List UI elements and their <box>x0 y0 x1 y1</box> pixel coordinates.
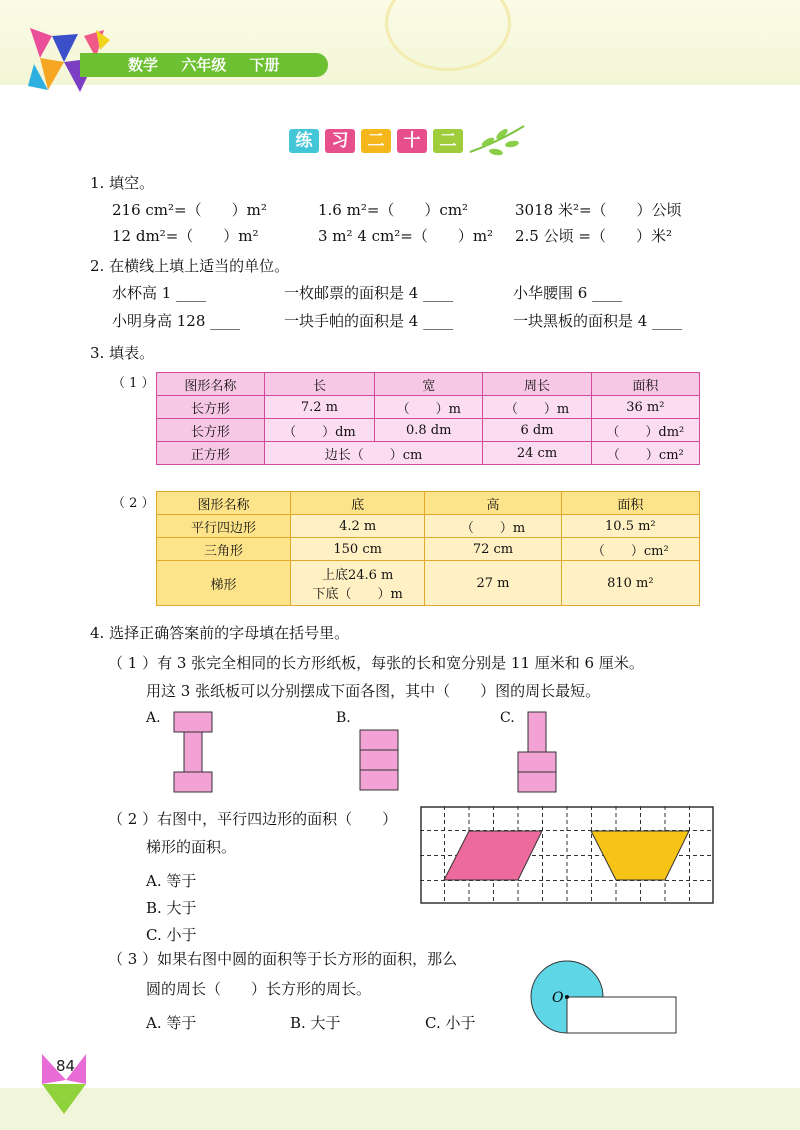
table-cell: 正方形 <box>157 442 265 465</box>
q4-label: 4. 选择正确答案前的字母填在括号里。 <box>90 624 350 642</box>
q4-s2-line2: 梯形的面积。 <box>146 838 237 856</box>
table-header-row <box>157 492 700 515</box>
q3-part1-label: （ 1 ） <box>112 376 155 391</box>
title-char-4: 十 <box>397 129 427 153</box>
table-header-cell: 高 <box>425 492 561 515</box>
table-cell: 6 dm <box>483 419 591 442</box>
volume-label: 下册 <box>249 56 280 74</box>
table-header-cell: 底 <box>291 492 425 515</box>
table-row <box>157 396 700 419</box>
q4-s2-option-c[interactable]: C. 小于 <box>146 926 197 944</box>
table-row <box>157 442 700 465</box>
table-header-cell: 面积 <box>591 373 699 396</box>
table-cell: 27 m <box>425 561 561 606</box>
q2-item-4: 小明身高 128 ____ <box>112 312 241 330</box>
q2-item-3: 小华腰围 6 ____ <box>513 284 623 302</box>
table-cell[interactable]: （ ）m <box>375 396 483 419</box>
grid-parallelogram-trapezoid-figure <box>420 806 716 906</box>
table-cell: 4.2 m <box>291 515 425 538</box>
figure-a-dumbbell <box>170 708 220 796</box>
q1-item-2: 1.6 m²=（ ）cm² <box>318 201 469 219</box>
parallelogram-shape <box>444 831 542 880</box>
table-cell: 长方形 <box>157 396 265 419</box>
table-cell: 150 cm <box>291 538 425 561</box>
table-cell: 24 cm <box>483 442 591 465</box>
q1-item-4: 12 dm²=（ ）m² <box>112 227 259 245</box>
table-row <box>157 538 700 561</box>
q2-item-6: 一块黑板的面积是 4 ____ <box>513 312 683 330</box>
q4-s3-line2: 圆的周长（ ）长方形的周长。 <box>146 980 372 998</box>
table-header-cell: 图形名称 <box>157 492 291 515</box>
trapezoid-shape <box>591 831 689 880</box>
q1-item-6: 2.5 公顷 =（ ）米² <box>515 227 672 245</box>
q2-item-1: 水杯高 1 ____ <box>112 284 207 302</box>
bottom-band <box>0 1088 800 1130</box>
q3-part2-label: （ 2 ） <box>112 496 155 511</box>
table-header-row <box>157 373 700 396</box>
q2-item-2: 一枚邮票的面积是 4 ____ <box>284 284 454 302</box>
table-cell: 平行四边形 <box>157 515 291 538</box>
q1-item-5: 3 m² 4 cm²=（ ）m² <box>318 227 494 245</box>
table-cell[interactable]: （ ）cm² <box>591 442 699 465</box>
table-row <box>157 561 700 606</box>
leaf-decoration <box>468 122 528 162</box>
option-c-label: C. <box>500 710 515 726</box>
table-cell[interactable]: （ ）cm² <box>561 538 699 561</box>
table-row <box>157 515 700 538</box>
q1-item-3: 3018 米²=（ ）公顷 <box>515 201 682 219</box>
option-b-label: B. <box>336 710 351 726</box>
title-char-1: 练 <box>289 129 319 153</box>
table-cell: 长方形 <box>157 419 265 442</box>
q4-s3-option-a[interactable]: A. 等于 <box>146 1014 197 1032</box>
table-cell: 三角形 <box>157 538 291 561</box>
q2-label: 2. 在横线上填上适当的单位。 <box>90 257 290 275</box>
q3-table2 <box>156 491 700 606</box>
table-header-cell: 长 <box>264 373 374 396</box>
circle-rectangle-figure <box>524 960 684 1040</box>
q4-s3-option-c[interactable]: C. 小于 <box>425 1014 476 1032</box>
q1-label: 1. 填空。 <box>90 174 155 192</box>
table-cell: 0.8 dm <box>375 419 483 442</box>
page-number: 84 <box>56 1057 76 1075</box>
title-char-5: 二 <box>433 129 463 153</box>
title-char-3: 二 <box>361 129 391 153</box>
figure-b-stack <box>356 726 404 796</box>
q2-item-5: 一块手帕的面积是 4 ____ <box>284 312 454 330</box>
figure-c-tower <box>514 708 564 796</box>
q4-s2-option-a[interactable]: A. 等于 <box>146 872 197 890</box>
q1-item-1: 216 cm²=（ ）m² <box>112 201 267 219</box>
table-cell: 7.2 m <box>264 396 374 419</box>
table-cell[interactable]: （ ）m <box>425 515 561 538</box>
table-cell: 梯形 <box>157 561 291 606</box>
q3-table1 <box>156 372 700 465</box>
table-cell <box>291 561 425 606</box>
table-cell[interactable]: 边长（ ）cm <box>264 442 483 465</box>
table-cell[interactable]: （ ）dm <box>264 419 374 442</box>
table-header-cell: 宽 <box>375 373 483 396</box>
q4-s3-option-b[interactable]: B. 大于 <box>290 1014 341 1032</box>
table-cell: 810 m² <box>561 561 699 606</box>
title-char-2: 习 <box>325 129 355 153</box>
q4-s1-line1: （ 1 ）有 3 张完全相同的长方形纸板，每张的长和宽分别是 11 厘米和 6 厘米。 <box>108 654 644 672</box>
q4-s2-line1: （ 2 ）右图中，平行四边形的面积（ ） <box>108 810 398 828</box>
subject-label: 数学 <box>128 56 159 74</box>
circle-center-label: O <box>552 990 564 1006</box>
table-cell[interactable]: （ ）dm² <box>591 419 699 442</box>
table-header-cell: 面积 <box>561 492 699 515</box>
table-cell[interactable]: （ ）m <box>483 396 591 419</box>
table-cell: 10.5 m² <box>561 515 699 538</box>
table-row <box>157 419 700 442</box>
table-header-cell: 图形名称 <box>157 373 265 396</box>
option-a-label: A. <box>146 710 161 726</box>
table-cell: 36 m² <box>591 396 699 419</box>
grade-label: 六年级 <box>181 56 227 74</box>
trapezoid-bottom-base[interactable]: 下底（ ）m <box>312 587 403 602</box>
table-cell: 72 cm <box>425 538 561 561</box>
header-bar <box>80 53 328 77</box>
tangram-animal-logo <box>0 0 120 100</box>
trapezoid-top-base: 上底24.6 m <box>321 568 394 583</box>
table-header-cell: 周长 <box>483 373 591 396</box>
q4-s1-line2: 用这 3 张纸板可以分别摆成下面各图，其中（ ）图的周长最短。 <box>146 682 601 700</box>
q4-s3-line1: （ 3 ）如果右图中圆的面积等于长方形的面积，那么 <box>108 950 458 968</box>
q4-s2-option-b[interactable]: B. 大于 <box>146 899 197 917</box>
q3-label: 3. 填表。 <box>90 344 155 362</box>
